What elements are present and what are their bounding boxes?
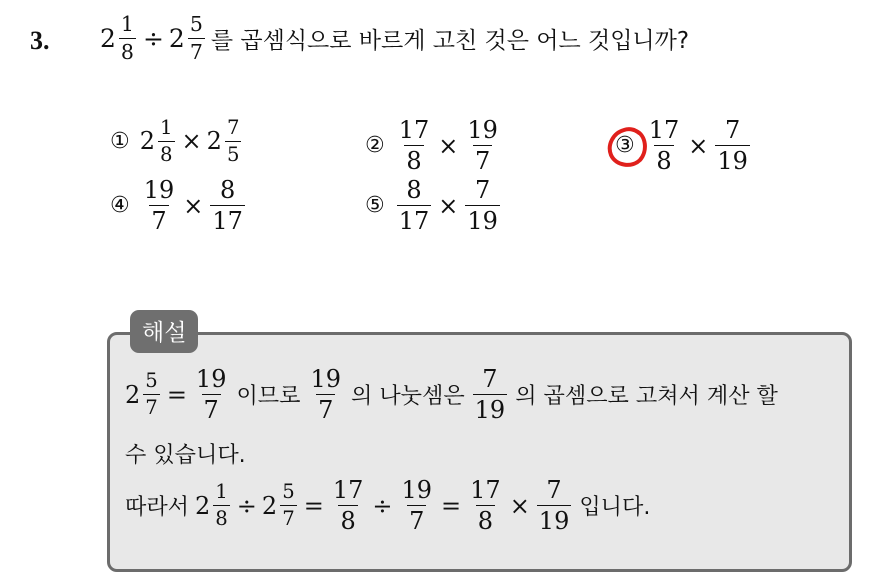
denominator: 7 — [203, 396, 219, 424]
equals-sign: = — [166, 380, 187, 409]
denominator: 7 — [282, 507, 295, 530]
fraction — [119, 14, 136, 62]
fraction — [210, 178, 245, 233]
equals-sign: = — [441, 491, 462, 520]
numerator: 19 — [310, 365, 341, 393]
denominator: 19 — [538, 507, 570, 535]
numerator: 7 — [475, 176, 491, 204]
denominator: 7 — [409, 507, 425, 535]
numerator: 17 — [398, 116, 430, 144]
multiply-sign: × — [509, 491, 530, 520]
explanation-text: 이므로 — [236, 384, 301, 409]
divide-sign: ÷ — [236, 491, 257, 520]
divide-sign: ÷ — [142, 23, 164, 53]
fraction — [397, 118, 432, 173]
denominator: 19 — [467, 207, 498, 235]
denominator: 8 — [340, 507, 356, 535]
numerator: 7 — [546, 476, 562, 504]
denominator: 19 — [474, 396, 506, 424]
numerator: 1 — [215, 480, 228, 504]
mixed-whole: 2 — [139, 127, 156, 156]
fraction — [194, 367, 229, 422]
denominator: 8 — [477, 507, 494, 535]
choice-marker — [615, 133, 635, 158]
numerator: 17 — [648, 116, 680, 144]
denominator: 17 — [212, 207, 243, 235]
mixed-whole: 2 — [194, 491, 211, 520]
choice-marker: ⑤ — [365, 193, 385, 218]
fraction — [465, 178, 500, 233]
denominator: 8 — [215, 507, 228, 530]
explanation-text: 의 나눗셈은 — [351, 384, 465, 409]
explanation-line-1 — [125, 367, 778, 422]
numerator: 19 — [467, 116, 498, 144]
numerator: 7 — [725, 116, 741, 144]
fraction — [331, 478, 366, 533]
denominator: 7 — [145, 396, 158, 419]
numerator: 7 — [226, 116, 240, 139]
numerator: 8 — [220, 176, 236, 204]
numerator: 17 — [470, 476, 501, 504]
denominator: 7 — [189, 39, 203, 64]
mixed-whole: 2 — [206, 127, 222, 156]
question-sentence: 를 곱셈식으로 바르게 고친 것은 어느 것입니까? — [210, 27, 690, 54]
question-number: 3. — [30, 26, 50, 55]
explanation-text: 의 곱셈으로 고쳐서 계산 할 — [515, 384, 778, 409]
explanation-text: 수 있습니다. — [125, 443, 246, 468]
choice-marker: ④ — [110, 193, 130, 218]
choice-2[interactable] — [365, 118, 502, 173]
multiply-sign: × — [181, 127, 202, 156]
choice-marker-glyph: ③ — [615, 133, 635, 158]
denominator: 7 — [475, 147, 491, 175]
explanation-label: 해설 — [130, 310, 198, 353]
choice-4[interactable] — [110, 178, 247, 233]
equals-sign: = — [303, 491, 324, 520]
numerator: 5 — [189, 12, 203, 36]
denominator: 8 — [120, 39, 134, 64]
explanation-line-2 — [125, 438, 246, 469]
fraction — [465, 118, 500, 173]
mixed-whole: 2 — [100, 23, 116, 53]
choice-1[interactable] — [110, 118, 243, 164]
denominator: 17 — [398, 207, 430, 235]
numerator: 19 — [143, 176, 175, 204]
mixed-whole: 2 — [168, 23, 185, 53]
denominator: 19 — [717, 147, 748, 175]
denominator: 7 — [318, 396, 334, 424]
numerator: 1 — [160, 116, 173, 139]
multiply-sign: × — [438, 191, 459, 220]
multiply-sign: × — [688, 131, 709, 160]
question-text — [100, 14, 689, 62]
numerator: 19 — [195, 365, 227, 393]
denominator: 8 — [160, 142, 173, 166]
choice-marker: ② — [365, 133, 385, 158]
fraction — [468, 478, 503, 533]
numerator: 5 — [145, 369, 158, 393]
numerator: 1 — [120, 12, 134, 36]
fraction — [188, 14, 205, 62]
fraction — [715, 118, 750, 173]
multiply-sign: × — [183, 191, 204, 220]
mixed-whole: 2 — [125, 380, 141, 409]
explanation-line-3 — [125, 478, 650, 533]
numerator: 17 — [332, 476, 364, 504]
fraction — [225, 118, 242, 164]
denominator: 7 — [151, 207, 167, 235]
fraction — [647, 118, 682, 173]
multiply-sign: × — [438, 131, 459, 160]
answer-circle-icon — [606, 125, 650, 169]
fraction — [537, 478, 572, 533]
numerator: 5 — [282, 480, 295, 504]
fraction — [308, 367, 343, 422]
choice-marker: ① — [110, 128, 130, 154]
explanation-text: 입니다. — [579, 495, 651, 520]
divide-sign: ÷ — [372, 491, 393, 520]
denominator: 8 — [656, 147, 672, 175]
fraction — [280, 482, 297, 528]
fraction — [397, 178, 432, 233]
numerator: 19 — [401, 476, 433, 504]
fraction — [142, 178, 177, 233]
denominator: 8 — [406, 147, 422, 175]
explanation-text: 따라서 — [125, 495, 189, 520]
mixed-whole: 2 — [261, 491, 278, 520]
fraction — [473, 367, 508, 422]
denominator: 5 — [226, 142, 240, 166]
fraction — [158, 118, 175, 164]
fraction — [143, 371, 160, 417]
numerator: 8 — [406, 176, 422, 204]
choice-3[interactable] — [615, 118, 752, 173]
fraction — [213, 482, 230, 528]
fraction — [399, 478, 434, 533]
numerator: 7 — [482, 365, 498, 393]
choice-5[interactable] — [365, 178, 502, 233]
